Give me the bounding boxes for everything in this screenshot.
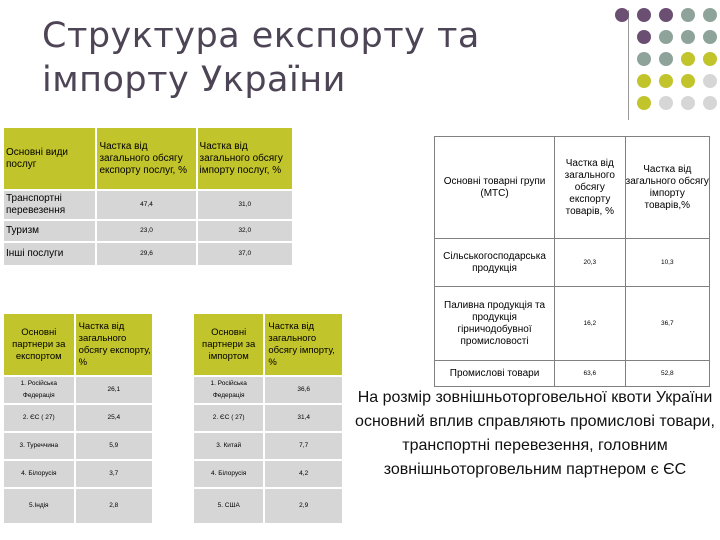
import-header-cell: Частка від загального обсягу імпорту, % [264,314,343,376]
service-name: Туризм [4,220,96,242]
export-header-row [4,314,153,376]
goods-header-row [435,137,710,239]
decor-dot [637,30,651,44]
table-row [4,488,153,524]
services-header-cell: Основні види послуг [4,128,96,190]
import-header-row [194,314,343,376]
export-partner-name: 5.Індія [4,488,75,524]
export-partner-value: 5,9 [75,432,153,460]
export-partner-value: 25,4 [75,404,153,432]
table-row [435,287,710,361]
table-row [194,376,343,404]
decor-dot [703,30,717,44]
table-row [4,242,293,266]
services-table [4,128,294,267]
decor-dot [681,74,695,88]
export-partner-name: 3. Туреччина [4,432,75,460]
export-partner-name: 1. Російська Федерація [4,376,75,404]
export-header-cell: Частка від загального обсягу експорту, % [75,314,153,376]
table-row [4,190,293,220]
import-partner-value: 7,7 [264,432,343,460]
import-partner-value: 31,4 [264,404,343,432]
import-partner-name: 3. Китай [194,432,264,460]
decor-dot [637,8,651,22]
service-name: Інші послуги [4,242,96,266]
table-row [435,361,710,387]
table-row [4,376,153,404]
decor-vertical-line [628,10,629,120]
table-row [4,220,293,242]
decor-dot [703,52,717,66]
table-row [194,404,343,432]
decor-dot [659,30,673,44]
goods-group-name: Сільськогосподарська продукція [435,239,555,287]
import-partner-value: 4,2 [264,460,343,488]
table-row [194,432,343,460]
title-line-2: імпорту України [42,60,346,100]
service-export-value: 29,6 [96,242,196,266]
goods-import-value: 10,3 [625,239,709,287]
table-row [194,460,343,488]
decor-dot [615,8,629,22]
goods-header-cell: Частка від загального обсягу експорту товарів, % [555,137,626,239]
import-partner-name: 2. ЄС ( 27) [194,404,264,432]
decor-dot [681,30,695,44]
goods-header-cell: Основні товарні групи (МТС) [435,137,555,239]
decor-dot [637,74,651,88]
service-import-value: 32,0 [197,220,293,242]
decor-dot [659,8,673,22]
import-header-cell: Основні партнери за імпортом [194,314,264,376]
services-header-cell: Частка від загального обсягу імпорту послуг, % [197,128,293,190]
goods-export-value: 16,2 [555,287,626,361]
service-export-value: 23,0 [96,220,196,242]
goods-export-value: 20,3 [555,239,626,287]
decor-dot [659,74,673,88]
goods-table [434,136,710,387]
table-row [4,404,153,432]
service-import-value: 37,0 [197,242,293,266]
export-partner-name: 4. Білорусія [4,460,75,488]
slide-title [42,14,562,102]
decor-dot [681,96,695,110]
title-line-1: Структура експорту та [42,16,480,56]
export-header-cell: Основні партнери за експортом [4,314,75,376]
goods-export-value: 63,6 [555,361,626,387]
table-row [194,488,343,524]
import-partner-value: 2,9 [264,488,343,524]
decor-dot [681,52,695,66]
import-partner-value: 36,6 [264,376,343,404]
decor-dot [637,96,651,110]
goods-import-value: 36,7 [625,287,709,361]
import-partner-name: 4. Білорусія [194,460,264,488]
goods-group-name: Паливна продукція та продукція гірничодобувної промисловості [435,287,555,361]
decor-dot [703,74,717,88]
table-row [4,432,153,460]
goods-header-cell: Частка від загального обсягу імпорту товарів,% [625,137,709,239]
export-partner-value: 26,1 [75,376,153,404]
export-partner-value: 2,8 [75,488,153,524]
export-partner-name: 2. ЄС ( 27) [4,404,75,432]
decor-dot [659,96,673,110]
import-partner-name: 5. США [194,488,264,524]
table-row [435,239,710,287]
conclusion-text: На розмір зовнішньоторговельної квоти України основний вплив справляють промислові товари, транспортні перевезення, головним зовнішньоторговельним партнером є ЄС [355,389,715,478]
table-row [4,460,153,488]
service-export-value: 47,4 [96,190,196,220]
decor-dot [681,8,695,22]
export-partners-table [4,314,154,525]
decor-dot [703,96,717,110]
goods-import-value: 52,8 [625,361,709,387]
decor-dot [659,52,673,66]
services-header-row [4,128,293,190]
import-partners-table [194,314,344,525]
goods-group-name: Промислові товари [435,361,555,387]
services-header-cell: Частка від загального обсягу експорту послуг, % [96,128,196,190]
service-name: Транспортні перевезення [4,190,96,220]
decor-dot [637,52,651,66]
service-import-value: 31,0 [197,190,293,220]
import-partner-name: 1. Російська Федерація [194,376,264,404]
export-partner-value: 3,7 [75,460,153,488]
decor-dot [703,8,717,22]
